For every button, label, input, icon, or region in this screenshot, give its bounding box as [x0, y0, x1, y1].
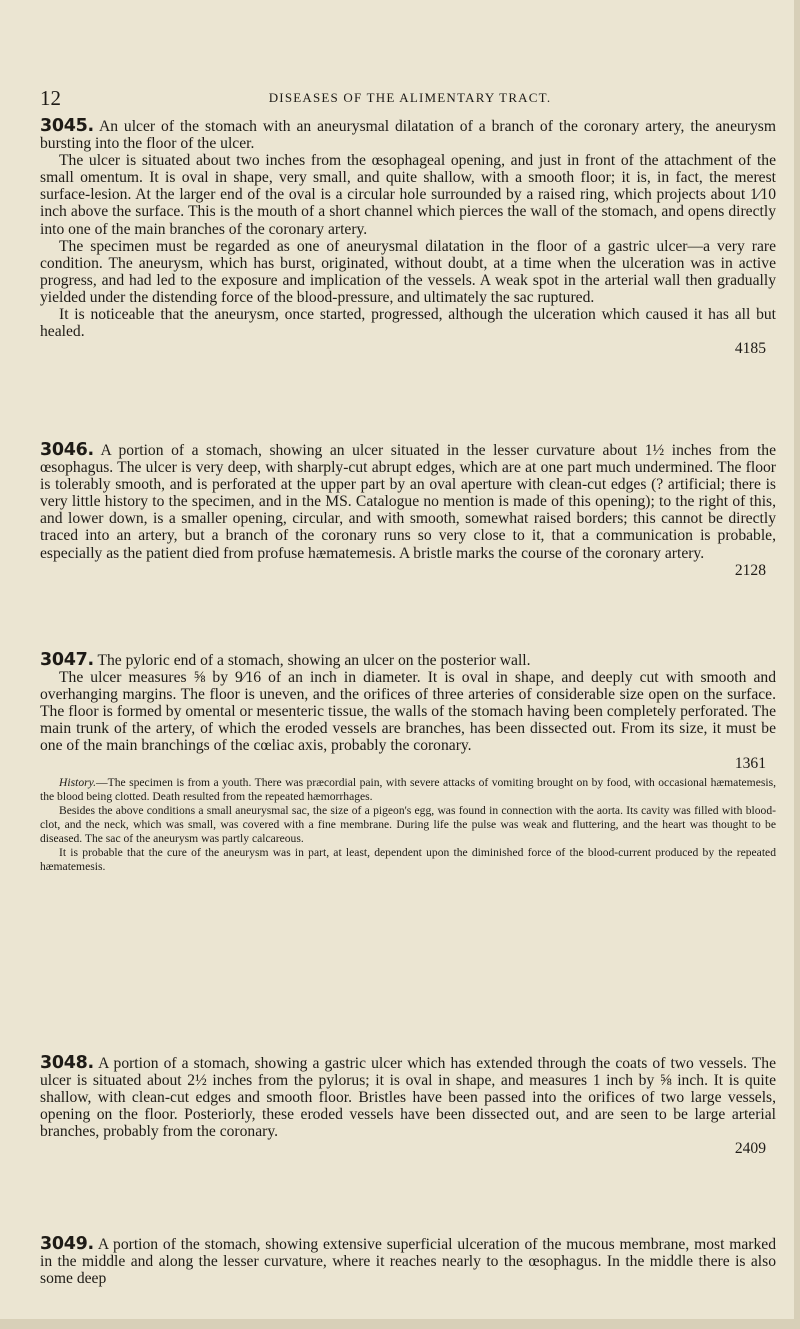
entry-number: 3047.	[40, 650, 94, 670]
entry-3045	[40, 118, 776, 357]
page-number: 12	[40, 86, 61, 110]
history-note	[40, 776, 776, 874]
entry-paragraph: The ulcer measures ⅝ by 9⁄16 of an inch in diameter. It is oval in shape, and deeply cut with smooth and overhanging margins. The floor is uneven, and the orifices of three arteries of considerable size open on the surface. The floor is formed by omental or mesenteric tissue, the walls of the stomach having been completely perforated. The main trunk of the artery, of which the eroded vessels are branches, has been dissected out. From its size, it must be one of the main branchings of the cœliac axis, probably the coronary.	[40, 669, 776, 755]
history-text: —The specimen is from a youth. There was præcordial pain, with severe attacks of vomiting brought on by food, with occasional hæmatemesis, the blood being clotted. Death resulted from the repeated hæmorrhages.	[40, 775, 776, 803]
catalogue-reference: 1361	[734, 754, 766, 772]
history-label: History.	[59, 775, 97, 789]
history-paragraph: It is probable that the cure of the aneurysm was in part, at least, dependent upon the diminished force of the blood-current produced by the repeated hæmatemesis.	[40, 845, 776, 873]
entry-lead	[40, 652, 776, 669]
entry-text: A portion of the stomach, showing extensive superficial ulceration of the mucous membrane, most marked in the middle and along the lesser curvature, where it reaches nearly to the œsophagus. In the middle there is also some deep	[40, 1236, 776, 1288]
entry-3047	[40, 652, 776, 874]
entry-paragraph: It is noticeable that the aneurysm, once started, progressed, although the ulceration which caused it has all but healed.	[40, 306, 776, 341]
entry-lead	[40, 1236, 776, 1287]
entry-text: The pyloric end of a stomach, showing an ulcer on the posterior wall.	[97, 652, 531, 669]
entry-3049	[40, 1236, 776, 1287]
entry-text: An ulcer of the stomach with an aneurysmal dilatation of a branch of the coronary artery, the aneurysm bursting into the floor of the ulcer.	[40, 118, 776, 153]
entry-text: A portion of a stomach, showing a gastric ulcer which has extended through the coats of two vessels. The ulcer is situated about 2½ inches from the pylorus; it is oval in shape, and measures 1 inch by ⅝ inch. It is quite shallow, with clean-cut edges and smooth floor. Bristles have been passed into the orifices of two large vessels, opening on the floor. Posteriorly, these eroded vessels have been dissected out, and are seen to be large arterial branches, probably from the coronary.	[40, 1055, 776, 1141]
page-edge	[794, 0, 800, 1329]
catalogue-reference: 4185	[734, 340, 766, 358]
entry-number: 3049.	[40, 1234, 94, 1254]
entry-paragraph: The ulcer is situated about two inches from the œsophageal opening, and just in front of the attachment of the small omentum. It is oval in shape, very small, and quite shallow, with a smooth floor; it is, in fact, the merest surface-lesion. At the larger end of the oval is a circular hole surrounded by a raised ring, which projects about 1⁄10 inch above the surface. This is the mouth of a short channel which pierces the wall of the stomach, and opens directly into one of the main branches of the coronary artery.	[40, 152, 776, 238]
history-paragraph	[40, 776, 776, 804]
entry-paragraph: The specimen must be regarded as one of aneurysmal dilatation in the floor of a gastric ulcer—a very rare condition. The aneurysm, which has burst, originated, without doubt, at a time when the ulceration was in active progress, and had led to the exposure and implication of the vessels. A weak spot in the arterial wall then gradually yielded under the distending force of the blood-pressure, and ultimately the sac ruptured.	[40, 237, 776, 306]
entry-number: 3045.	[40, 116, 94, 136]
entry-lead	[40, 1055, 776, 1140]
entry-lead	[40, 442, 776, 562]
entry-number: 3048.	[40, 1053, 94, 1073]
catalogue-reference: 2409	[734, 1140, 766, 1158]
history-paragraph: Besides the above conditions a small aneurysmal sac, the size of a pigeon's egg, was found in connection with the aorta. Its cavity was filled with blood-clot, and the neck, which was small, was covered with a fine membrane. During life the pulse was weak and fluttering, and the heart was thought to be diseased. The sac of the aneurysm was partly calcareous.	[40, 803, 776, 845]
page-bottom-edge	[0, 1319, 800, 1329]
entry-text: A portion of a stomach, showing an ulcer situated in the lesser curvature about 1½ inches from the œsophagus. The ulcer is very deep, with sharply-cut abrupt edges, which are at one part much undermined. The floor is tolerably smooth, and is perforated at the upper part by an oval aperture with clean-cut edges (? artificial; there is very little history to the specimen, and in the MS. Catalogue no mention is made of this opening); to the right of this, and lower down, is a smaller opening, circular, and with smooth, somewhat raised borders; this cannot be directly traced into an artery, but a branch of the coronary runs so very close to it, that a communication is probable, especially as the patient died from profuse hæmatemesis. A bristle marks the course of the coronary artery.	[40, 442, 777, 562]
entry-3048	[40, 1055, 776, 1158]
entry-lead	[40, 118, 776, 152]
running-title: DISEASES OF THE ALIMENTARY TRACT.	[268, 90, 552, 105]
page-header	[40, 86, 780, 110]
entry-3046	[40, 442, 776, 579]
entry-number: 3046.	[40, 440, 94, 460]
catalogue-reference: 2128	[734, 561, 766, 579]
